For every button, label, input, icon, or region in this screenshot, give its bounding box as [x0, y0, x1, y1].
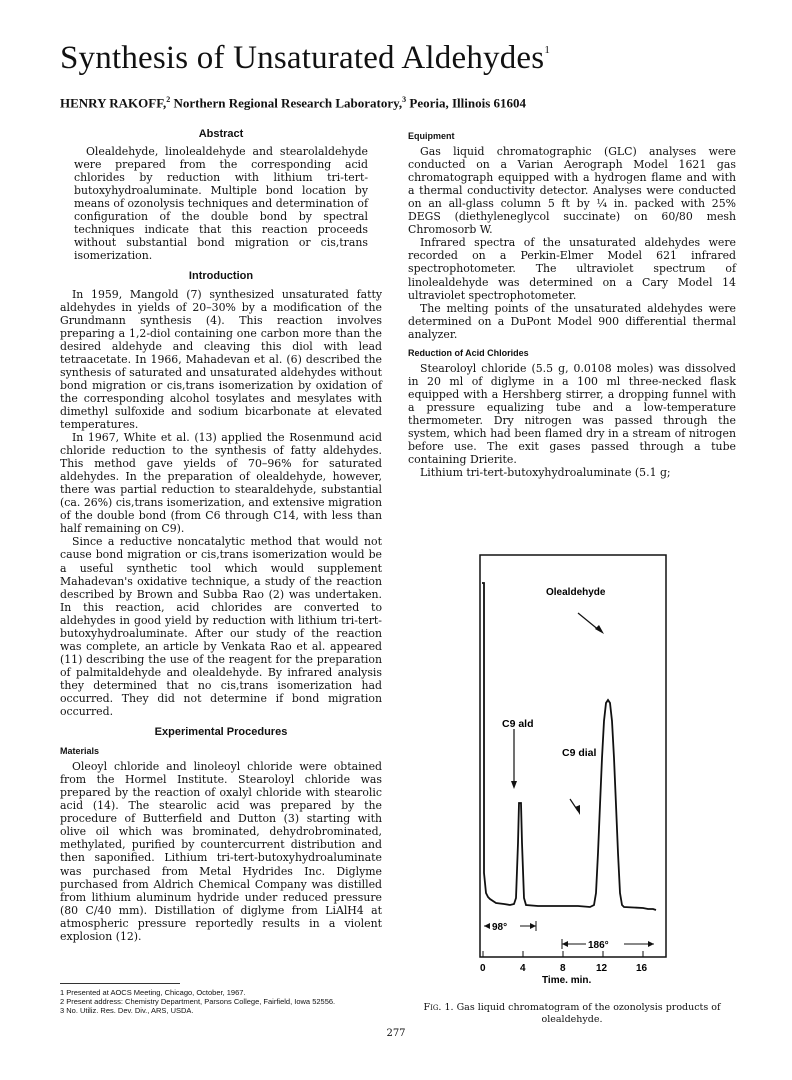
title-footnote-marker: 1 — [544, 44, 551, 56]
paper-title: Synthesis of Unsaturated Aldehydes$^1$ — [60, 40, 551, 76]
footnote: 3 No. Utiliz. Res. Dev. Div., ARS, USDA. — [60, 1006, 194, 1015]
right-column — [408, 130, 736, 479]
experimental-heading: Experimental Procedures — [154, 726, 288, 739]
tick-label: 16 — [636, 963, 648, 974]
left-column — [60, 128, 382, 943]
footnotes — [60, 983, 382, 1015]
figure-caption — [408, 1002, 736, 1026]
reduction-heading: Reduction of Acid Chlorides — [408, 347, 529, 358]
intro-paragraph: In 1967, White et al. (13) applied the Rosenmund acid chloride reduction to the synthesis of fatty aldehydes. This method gave yields of 70–96% for saturated aldehydes. In the preparation of olealdehyde, however, there was partial reduction to stearaldehyde, substantial (ca. 26%) cis,trans isomerization, and extensive migration of the double bond (from C6 through C14, with less than half remaining on C9). — [60, 431, 382, 536]
reduction-paragraph: Stearoloyl chloride (5.5 g, 0.0108 moles) was dissolved in 20 ml of diglyme in a 100 ml three-necked flask equipped with a Hershberg stirrer, a dropping funnel with a pressure equalizing tube and a low-temperature thermometer. Dry nitrogen was passed through the system, which had been flamed dry in a stream of nitrogen before use. The exit gases passed through a tube containing Drierite. — [408, 361, 736, 467]
intro-paragraph: Since a reductive noncatalytic method that would not cause bond migration or cis,trans isomerization would be a useful synthetic tool which would supplement Mahadevan's oxidative technique, a study of the reaction described by Brown and Subba Rao (2) was undertaken. In this reaction, acid chlorides are converted to aldehydes in good yield by reduction with lithium tri-tert-butoxyhydroaluminate. After our study of the reaction was complete, an article by Venkata Rao et al. appeared (11) describing the use of the reagent for the preparation of palmitaldehyde and olealdehyde. By infrared analysis they determined that no cis,trans isomerization had occurred. They did not determine if bond migration occurred. — [60, 535, 382, 719]
tick-label: 12 — [596, 963, 608, 974]
label-olealdehyde: Olealdehyde — [546, 587, 606, 598]
footnote-rule — [60, 983, 180, 984]
x-axis-label: Time, min. — [542, 975, 592, 983]
tick-label: 0 — [480, 963, 486, 974]
label-c9-dial: C9 dial — [562, 747, 597, 759]
byline — [60, 95, 526, 111]
reduction-paragraph: Lithium tri-tert-butoxyhydroaluminate (5.1 g; — [420, 466, 671, 480]
author-footnote-marker: 2 — [166, 95, 171, 104]
olealdehyde-arrowhead — [595, 625, 604, 634]
affiliation: Northern Regional Research Laboratory, — [173, 95, 403, 111]
materials-heading: Materials — [60, 746, 100, 757]
chromatogram-svg — [478, 553, 668, 983]
footnote: 1 Presented at AOCS Meeting, Chicago, October, 1967. — [60, 988, 246, 997]
tick-label: 8 — [560, 963, 566, 974]
abstract-section — [60, 128, 382, 262]
affiliation-footnote-marker: 3 — [402, 95, 407, 104]
figure-caption-text: Gas liquid chromatogram of the ozonolysis products of olealdehyde. — [456, 1002, 721, 1025]
equipment-paragraph: Gas liquid chromatographic (GLC) analyses were conducted on a Varian Aerograph Model 1621 gas chromatograph equipped with a hydrogen flame and with a thermal conductivity detector. Analyses were conducted on an all-glass column 5 ft by ¼ in. packed with 25% DEGS (diethyleneglycol succinate) on 60/80 mesh Chromosorb W. — [408, 145, 736, 237]
label-c9-ald: C9 ald — [502, 718, 534, 730]
equipment-paragraph: Infrared spectra of the unsaturated aldehydes were recorded on a Perkin-Elmer Model 621 infrared spectrophotometer. The ultraviolet spectrum of linolealdehyde was determined on a Cary Model 14 ultraviolet spectrophotometer. — [408, 236, 736, 302]
temp-low-label: 98° — [492, 922, 508, 933]
temp-high-label: 186° — [588, 940, 609, 951]
page-number: 277 — [386, 1028, 406, 1039]
chromatogram-figure — [478, 553, 668, 983]
figure-caption-label: Fig. 1. — [423, 1002, 454, 1013]
equipment-paragraph: The melting points of the unsaturated aldehydes were determined on a DuPont Model 900 differential thermal analyzer. — [408, 301, 736, 341]
author-name: HENRY RAKOFF, — [60, 95, 167, 111]
c9-dial-arrowhead — [575, 805, 580, 815]
abstract-heading: Abstract — [198, 128, 244, 140]
affiliation-place: Peoria, Illinois 61604 — [409, 95, 527, 111]
intro-paragraph: In 1959, Mangold (7) synthesized unsaturated fatty aldehydes in yields of 20–30% by a modification of the Grundmann synthesis (4). This reaction involves preparing a 1,2-diol containing one carbon more than the desired aldehyde and cleaving this diol with lead tetraacetate. In 1966, Mahadevan et al. (6) described the synthesis of saturated and unsaturated aldehydes without bond migration or cis,trans isomerization by oxidation of the corresponding alcohol tosylates and mesylates with dimethyl sulfoxide and sodium bicarbonate at elevated temperatures. — [60, 287, 382, 431]
abstract-text: Olealdehyde, linolealdehyde and stearolaldehyde were prepared from the corresponding acid chlorides by reduction with lithium tri-tert-butoxyhydroaluminate. Multiple bond location by means of ozonolysis techniques and determination of configuration of the double bond by spectral techniques indicate that this reaction proceeds without substantial bond migration or cis,trans isomerization. — [74, 145, 368, 263]
tick-label: 4 — [520, 963, 526, 974]
c9-ald-arrowhead — [511, 781, 517, 789]
materials-paragraph: Oleoyl chloride and linoleoyl chloride were obtained from the Hormel Institute. Stearoloyl chloride was prepared by the reaction of oxalyl chloride with stearolic acid (14). The stearolic acid was prepared by the procedure of Butterfield and Dutton (3) starting with olive oil which was brominated, dehydrobrominated, methylated, purified by countercurrent distribution and then saponified. Lithium tri-tert-butoxyhydroaluminate was purchased from Metal Hydrides Inc. Diglyme purchased from Aldrich Chemical Company was distilled from lithium aluminum hydride under reduced pressure (80 C/40 mm). Distillation of diglyme from LiAlH4 at atmospheric pressure reportedly results in a violent explosion (12). — [60, 760, 382, 943]
equipment-heading: Equipment — [408, 131, 455, 141]
footnote: 2 Present address: Chemistry Department, Parsons College, Fairfield, Iowa 52556. — [60, 997, 336, 1006]
introduction-heading: Introduction — [188, 270, 254, 283]
